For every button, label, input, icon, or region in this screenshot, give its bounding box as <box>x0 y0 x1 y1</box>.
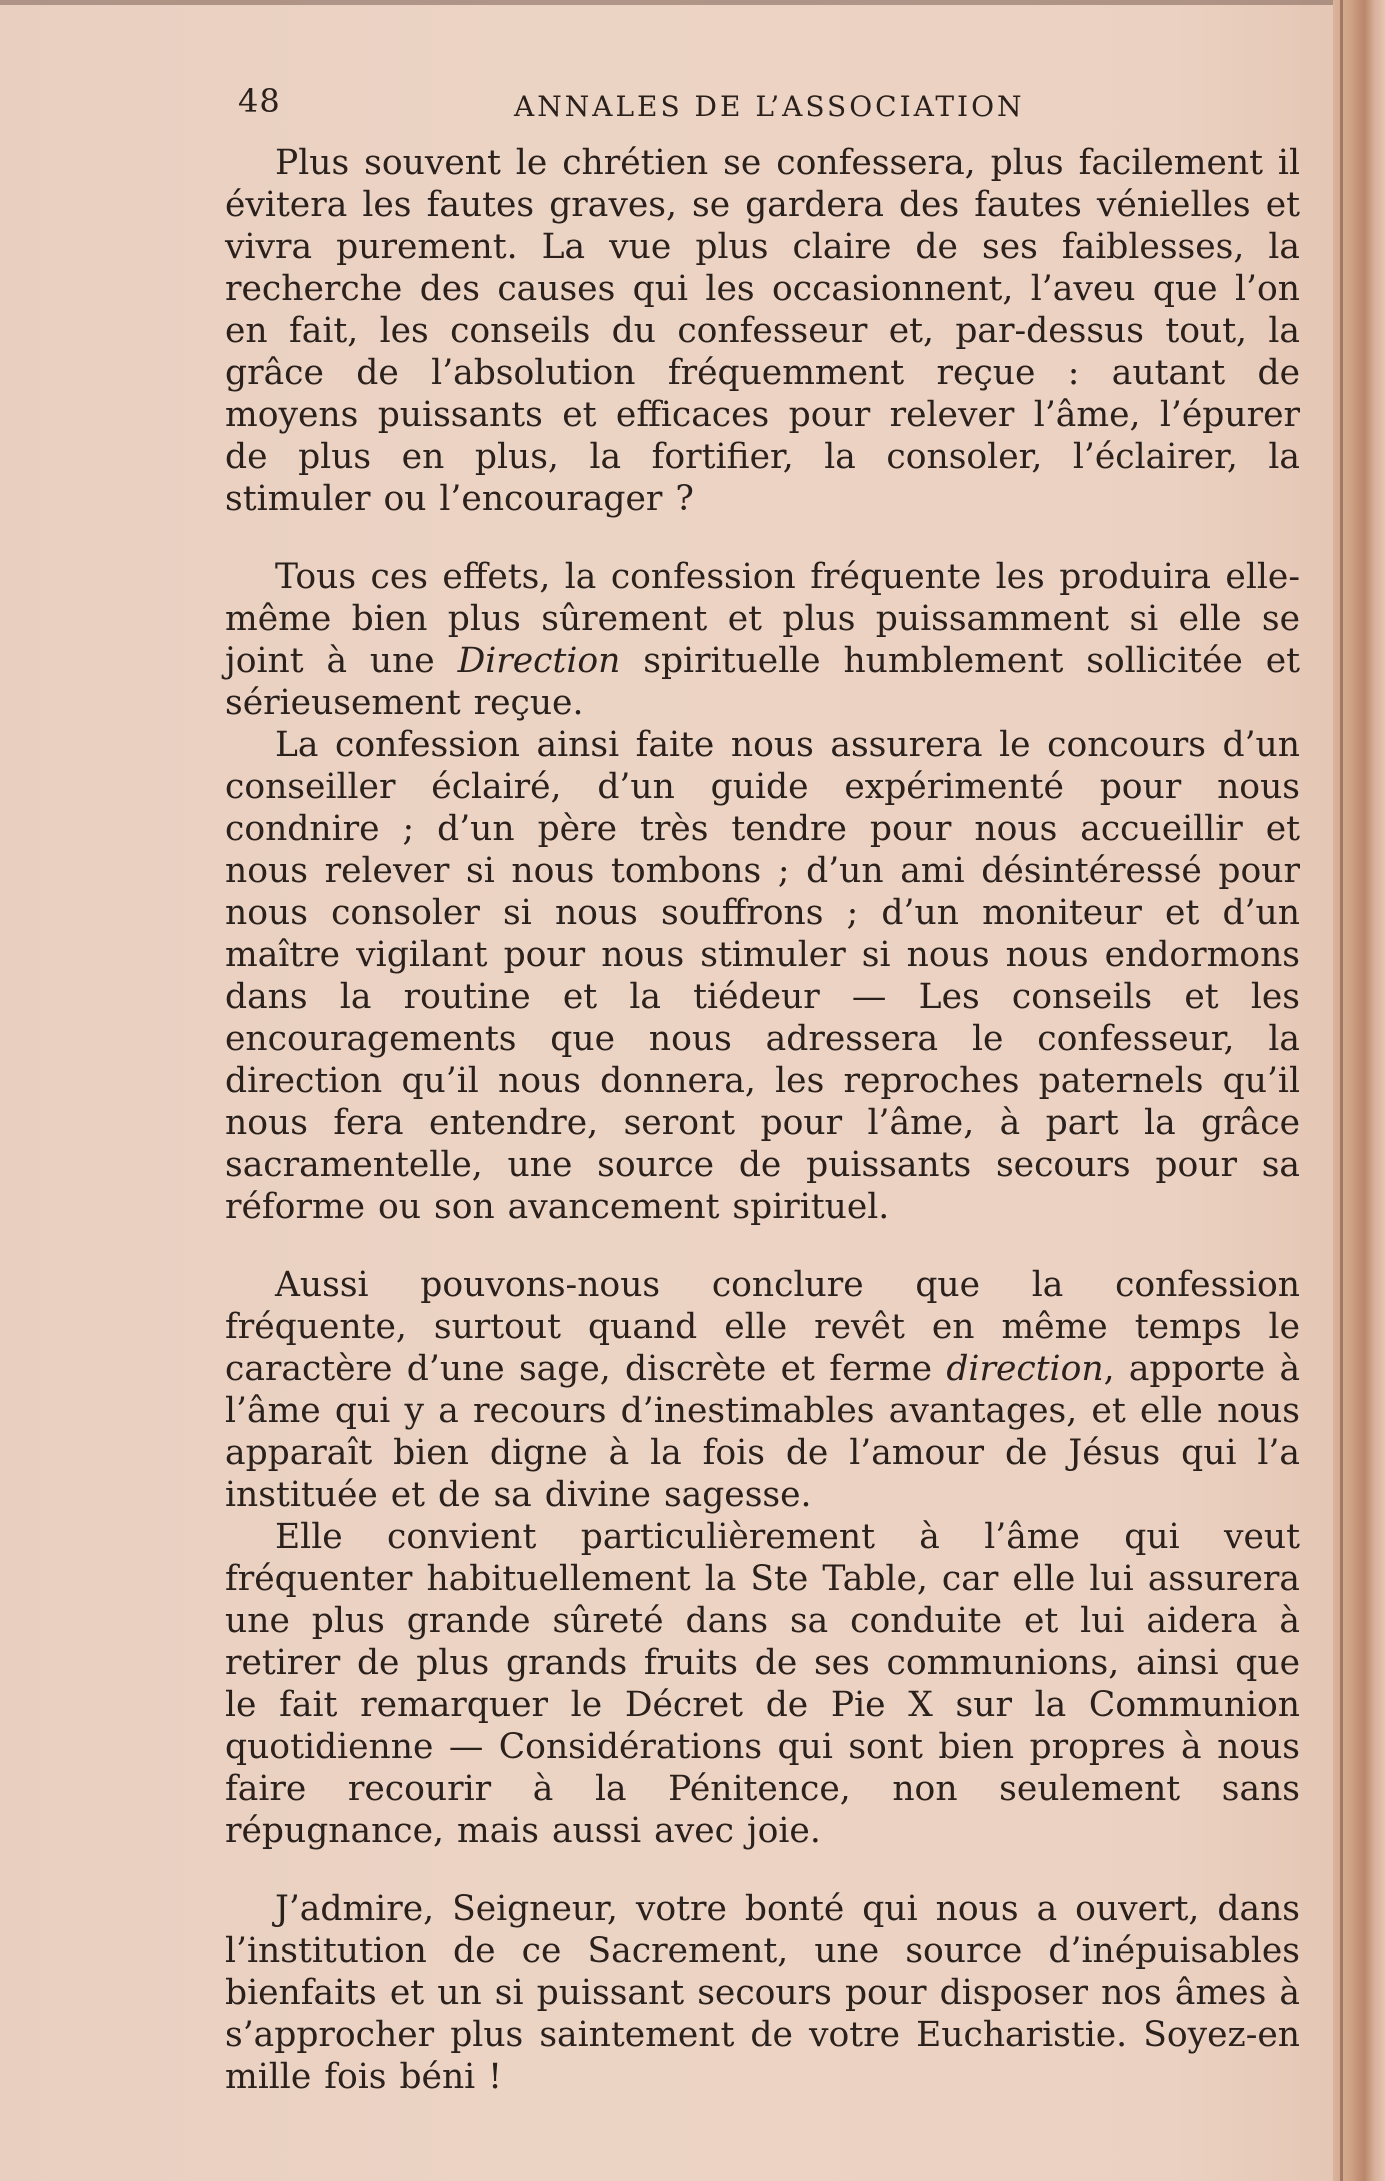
gutter-fold-line <box>1340 0 1343 2181</box>
paragraph-prayer: J’admire, Seigneur, votre bonté qui nous a ouvert, dans l’institution de ce Sacrement, une source d’inépuisables bienfaits et un si puissant secours pour disposer nos âmes à s’approcher plus saintement de votre Eucharistie. Soyez-en mille fois béni ! <box>225 1889 1300 2097</box>
page-body <box>225 142 1300 2098</box>
paragraph-conclusion-emphasis: direction <box>946 1349 1104 1389</box>
paragraph-confessor-roles: La confession ainsi faite nous assurera le concours d’un conseiller éclairé, d’un guide expérimenté pour nous condnire ; d’un père très tendre pour nous accueillir et nous relever si nous tombons ; d’un ami désintéressé pour nous consoler si nous souffrons ; d’un moniteur et d’un maître vigilant pour nous stimuler si nous nous endormons dans la routine et la tiédeur — Les conseils et les encouragements que nous adressera le confesseur, la direction qu’il nous donnera, les reproches paternels qu’il nous fera entendre, seront pour l’âme, à part la grâce sacramentelle, une source de puissants secours pour sa réforme ou son avancement spirituel. <box>225 725 1300 1227</box>
paragraph-conclusion-text-start: Aussi pouvons-nous conclure que la confession fréquente, surtout quand elle revêt en même temps le caractère d’une sage, discrète et ferme <box>225 1265 1300 1389</box>
running-title: ANNALES DE L’ASSOCIATION <box>514 90 1025 123</box>
page-number: 48 <box>238 82 281 120</box>
page-top-edge <box>0 0 1385 5</box>
paragraph-conclusion <box>225 1264 1300 1516</box>
page-header <box>238 82 1298 126</box>
paragraph-direction-emphasis: Direction <box>457 641 621 681</box>
paragraph-confession-benefits: Plus souvent le chrétien se confessera, plus facilement il évitera les fautes graves, se gardera des fautes vénielles et vivra purement. La vue plus claire de ses faiblesses, la recherche des causes qui les occasionnent, l’aveu que l’on en fait, les conseils du confesseur et, par-dessus tout, la grâce de l’absolution fréquemment reçue : autant de moyens puissants et efficaces pour relever l’âme, l’épurer de plus en plus, la fortifier, la consoler, l’éclairer, la stimuler ou l’encourager ? <box>225 143 1300 519</box>
paragraph-conclusion-text-end: , apporte à l’âme qui y a recours d’inestimables avantages, et elle nous apparaît bien digne à la fois de l’amour de Jésus qui l’a instituée et de sa divine sagesse. <box>225 1349 1301 1515</box>
paragraph-communion: Elle convient particulièrement à l’âme qui veut fréquenter habituellement la Ste Table, car elle lui assurera une plus grande sûreté dans sa conduite et lui aidera à retirer de plus grands fruits de ses communions, ainsi que le fait remarquer le Décret de Pie X sur la Communion quotidienne — Considérations qui sont bien propres à nous faire recourir à la Pénitence, non seulement sans répugnance, mais aussi avec joie. <box>225 1517 1300 1851</box>
paragraph-direction <box>225 556 1300 724</box>
paragraph-direction-text-end: spirituelle humblement sollicitée et sérieusement reçue. <box>225 641 1300 723</box>
paragraph-direction-text-start: Tous ces effets, la confession fréquente les produira elle-même bien plus sûrement et plus puissamment si elle se joint à une <box>225 557 1300 681</box>
